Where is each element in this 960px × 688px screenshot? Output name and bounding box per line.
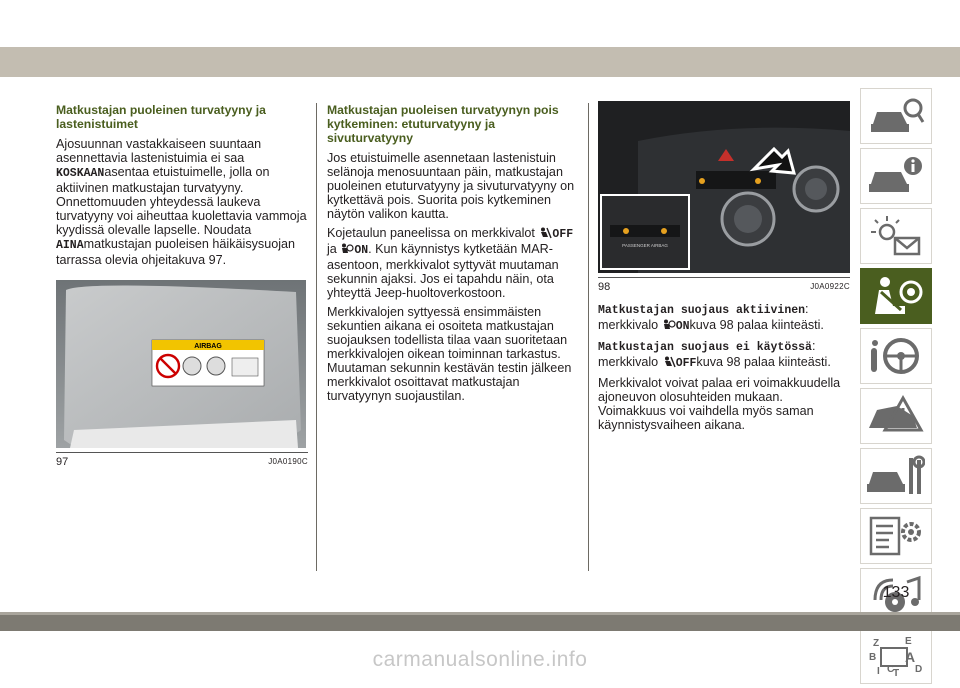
svg-text:I: I	[877, 666, 880, 677]
page-number: 133	[882, 584, 910, 601]
tab-light-message[interactable]	[860, 208, 932, 264]
figure-97-caption	[56, 452, 308, 469]
figure-number: 97	[56, 456, 69, 468]
tab-car-warning[interactable]	[860, 388, 932, 444]
tab-car-info[interactable]	[860, 148, 932, 204]
list-gear-icon	[867, 514, 925, 558]
column-2	[327, 103, 577, 408]
watermark: carmanualsonline.info	[372, 648, 588, 671]
figure-98-caption	[598, 277, 850, 294]
car-tools-icon	[867, 454, 925, 498]
airbag-on-indicator-icon	[340, 243, 354, 255]
steering-wheel-icon	[867, 334, 925, 378]
figure-97-sun-visor	[56, 280, 306, 448]
paragraph-protection-inactive: Matkustajan suojaus ei käytössä: merkkivalo OFFkuva 98 palaa kiinteästi.	[598, 339, 831, 370]
tab-steering-wheel[interactable]	[860, 328, 932, 384]
paragraph-protection-active: Matkustajan suojaus aktiivinen: merkkivalo ONkuva 98 palaa kiinteästi.	[598, 302, 824, 333]
column-divider	[316, 103, 317, 571]
svg-text:B: B	[869, 652, 877, 663]
sun-visor-photo	[56, 280, 306, 448]
car-search-icon	[867, 94, 925, 138]
paragraph-indicator-test: Merkkivalojen syttyessä ensimmäisten sekuntien aikana ei osoiteta matkustajan suojauksen todellista tilaa vaan suoritetaan merkkivalojen oikean toiminnan tarkastus. Muutaman sekunnin kestävän testin jälkeen merkkivalot osoittavat matkustajan turvatyynyn suojaustilan.	[327, 305, 572, 403]
figure-number: 98	[598, 281, 611, 293]
bottom-band	[0, 615, 960, 631]
light-message-icon	[867, 214, 925, 258]
airbag-off-indicator-icon	[662, 356, 676, 368]
svg-text:E: E	[905, 636, 912, 647]
seat-airbag-icon	[867, 274, 925, 318]
paragraph-intensity: Merkkivalot voivat palaa eri voimakkuudella ajoneuvon olosuhteiden mukaan. Voimakkuus voi vaihdella myös saman käynnistysvaiheen aikana.	[598, 376, 841, 432]
tab-list-gear[interactable]	[860, 508, 932, 564]
svg-text:A: A	[905, 649, 916, 665]
paragraph-deactivation: Jos etuistuimelle asennetaan lastenistuin selänoja menosuuntaan päin, matkustajan puoleinen etuturvatyyny ja sivuturvatyyny on kytkettävä pois. Suorita pois kytkeminen näytön valikon kautta.	[327, 151, 575, 221]
figure-code: J0A0922C	[810, 282, 850, 291]
figure-98-dashboard	[598, 101, 850, 273]
column-divider	[588, 103, 589, 571]
column-3	[598, 103, 850, 437]
svg-text:D: D	[915, 664, 923, 675]
paragraph-child-seats: Ajosuunnan vastakkaiseen suuntaan asennettavia lastenistuimia ei saa KOSKAANasentaa etuistuimelle, jolla on aktiivinen matkustajan turvatyyny. Onnettomuuden yhteydessä laukeva turvatyyny voi aiheuttaa kuolettavia vammoja kyydissä olevalle lapselle. Noudata AINAmatkustajan puoleisen häikäisysuojan tarrassa olevia ohjeitakuva 97.	[56, 137, 307, 267]
airbag-sticker-label: AIRBAG	[194, 343, 222, 350]
airbag-off-indicator-icon	[538, 227, 552, 239]
inset-label: PASSENGER AIRBAG	[622, 243, 668, 248]
section-heading-airbag-deactivation: Matkustajan puoleisen turvatyynyn pois kytkeminen: etuturvatyyny ja sivuturvatyyny	[327, 103, 559, 145]
tab-car-search[interactable]	[860, 88, 932, 144]
tab-seat-airbag[interactable]	[860, 268, 932, 324]
car-warning-icon	[867, 394, 925, 438]
car-info-icon	[867, 154, 925, 198]
paragraph-indicators: Kojetaulun paneelissa on merkkivalot OFF ja ON. Kun käynnistys kytketään MAR-asentoon, merkkivalot syttyvät muutaman sekunnin ajaksi. Jos ei tapahdu näin, ota yhteyttä Jeep-huoltoverkostoon.	[327, 226, 574, 300]
svg-text:C: C	[887, 664, 895, 675]
svg-text:Z: Z	[873, 638, 880, 649]
tab-car-tools[interactable]	[860, 448, 932, 504]
figure-code: J0A0190C	[268, 457, 308, 466]
dashboard-photo	[598, 101, 850, 273]
top-band	[0, 47, 960, 77]
airbag-on-indicator-icon	[662, 319, 676, 331]
svg-text:T: T	[893, 668, 900, 678]
column-1	[56, 103, 308, 477]
section-heading-child-seats: Matkustajan puoleinen turvatyyny ja lastenistuimet	[56, 103, 266, 131]
